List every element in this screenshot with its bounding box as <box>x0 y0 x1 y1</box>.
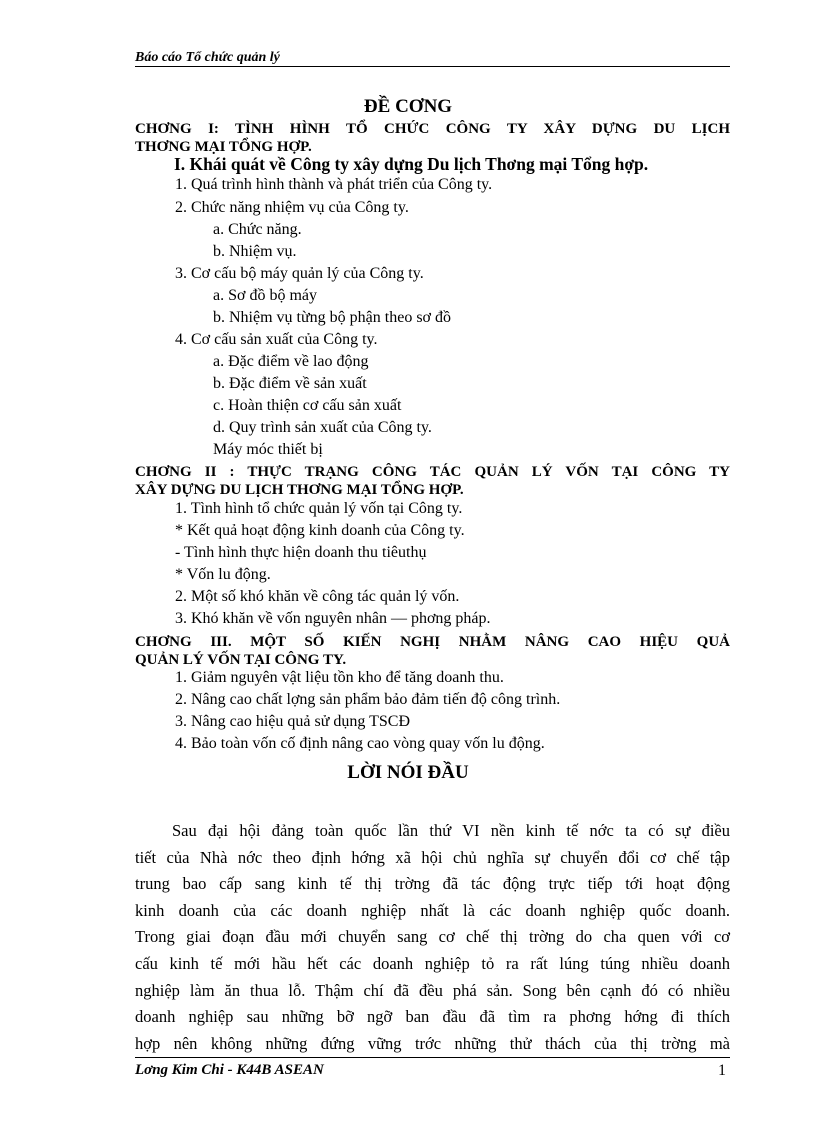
section-1-heading: I. Khái quát về Công ty xây dựng Du lịch Thơng mại Tổng hợp. <box>174 154 649 174</box>
paragraph-line: cấu kinh tế mới hầu hết các doanh nghiệp tỏ ra rất lúng túng nhiều doanh <box>135 953 730 973</box>
toc-item: - Tình hình thực hiện doanh thu tiêuthụ <box>175 544 427 561</box>
toc-item: 1. Tình hình tổ chức quản lý vốn tại Công ty. <box>175 500 463 517</box>
chapter-1-heading <box>135 120 730 156</box>
chapter-1-line-1: CHƠNG I: TÌNH HÌNH TỔ CHỨC CÔNG TY XÂY DỰNG DU LỊCH <box>135 121 730 137</box>
toc-item: 3. Khó khăn về vốn nguyên nhân — phơng pháp. <box>175 610 491 627</box>
toc-subitem: b. Đặc điểm về sản xuất <box>213 375 367 392</box>
toc-subitem: a. Đặc điểm về lao động <box>213 353 369 370</box>
header-title: Báo cáo Tổ chức quản lý <box>135 50 280 65</box>
chapter-1-line-2: THƠNG MẠI TỔNG HỢP. <box>135 139 312 155</box>
toc-item: 1. Giảm nguyên vật liệu tồn kho để tăng doanh thu. <box>175 669 504 686</box>
paragraph-line: kinh doanh của các doanh nghiệp nhất là các doanh nghiệp quốc doanh. <box>135 900 730 920</box>
toc-subitem: a. Chức năng. <box>213 221 302 238</box>
toc-item: 2. Nâng cao chất lợng sản phẩm bảo đảm tiến độ công trình. <box>175 691 561 708</box>
toc-item: * Vốn lu động. <box>175 566 271 583</box>
toc-subitem: Máy móc thiết bị <box>213 441 323 458</box>
footer-author: Lơng Kim Chi - K44B ASEAN <box>135 1062 324 1078</box>
toc-subitem: a. Sơ đồ bộ máy <box>213 287 318 304</box>
toc-title: ĐỀ CƠNG <box>363 96 453 117</box>
chapter-2-line-1: CHƠNG II : THỰC TRẠNG CÔNG TÁC QUẢN LÝ VỐN TẠI CÔNG TY <box>135 464 730 480</box>
header-rule <box>135 66 730 67</box>
paragraph-line: trung bao cấp sang kinh tế thị trờng đã tác động trực tiếp tới hoạt động <box>135 874 730 894</box>
chapter-2-line-2: XÂY DỰNG DU LỊCH THƠNG MẠI TỔNG HỢP. <box>135 482 464 498</box>
toc-subitem: c. Hoàn thiện cơ cấu sản xuất <box>213 397 402 414</box>
paragraph-line: Trong giai đoạn đầu mới chuyển sang cơ chế thị trờng do cha quen với cơ <box>135 927 730 947</box>
footer-rule <box>135 1057 730 1058</box>
chapter-3-line-1: CHƠNG III. MỘT SỐ KIẾN NGHỊ NHẰM NÂNG CAO HIỆU QUẢ <box>135 634 730 650</box>
chapter-3-heading <box>135 633 730 669</box>
chapter-3-line-2: QUẢN LÝ VỐN TẠI CÔNG TY. <box>135 652 347 668</box>
toc-item: 2. Chức năng nhiệm vụ của Công ty. <box>175 199 409 216</box>
toc-item: 1. Quá trình hình thành và phát triển của Công ty. <box>175 176 493 193</box>
paragraph-line: doanh nghiệp sau những bỡ ngỡ ban đầu đã tìm ra phơng hớng đi thích <box>135 1007 730 1027</box>
toc-subitem: b. Nhiệm vụ. <box>213 243 297 260</box>
paragraph-line: hợp nên không những đứng vững trớc những thử thách của thị trờng mà <box>135 1033 730 1053</box>
paragraph-line: Sau đại hội đảng toàn quốc lần thứ VI nền kinh tế nớc ta có sự điều <box>172 821 730 840</box>
preface-paragraph <box>135 818 730 1057</box>
toc-item: 4. Bảo toàn vốn cố định nâng cao vòng quay vốn lu động. <box>175 735 545 752</box>
toc-item: 4. Cơ cấu sản xuất của Công ty. <box>175 331 378 348</box>
toc-item: 2. Một số khó khăn về công tác quản lý vốn. <box>175 588 460 605</box>
page-number: 1 <box>718 1062 726 1079</box>
toc-subitem: d. Quy trình sản xuất của Công ty. <box>213 419 432 436</box>
paragraph-line: tiết của Nhà nớc theo định hớng xã hội chủ nghĩa sự chuyển đổi cơ chế tập <box>135 847 730 867</box>
toc-item: * Kết quả hoạt động kinh doanh của Công ty. <box>175 522 465 539</box>
toc-subitem: b. Nhiệm vụ từng bộ phận theo sơ đồ <box>213 309 451 326</box>
preface-title: LỜI NÓI ĐẦU <box>347 762 469 783</box>
paragraph-line: nghiệp làm ăn thua lỗ. Thậm chí đã đều phá sản. Song bên cạnh đó có nhiều <box>135 980 730 1000</box>
toc-item: 3. Cơ cấu bộ máy quản lý của Công ty. <box>175 265 424 282</box>
toc-item: 3. Nâng cao hiệu quả sử dụng TSCĐ <box>175 713 411 730</box>
chapter-2-heading <box>135 463 730 499</box>
